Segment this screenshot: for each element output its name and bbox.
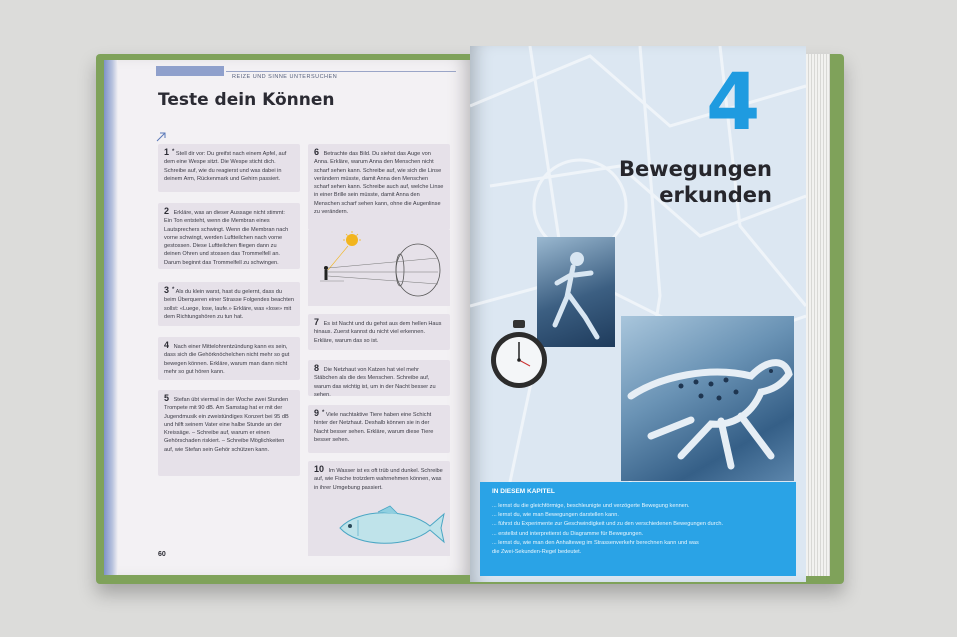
fish-illustration	[308, 498, 450, 556]
task-text: Es ist Nacht und du gehst aus dem hellen Haus hinaus. Zuerst kannst du nicht viel erkennen. Erkläre, warum das so ist.	[314, 321, 442, 344]
task-number: 3	[164, 285, 170, 295]
list-item: ... erstellst und interpretierst du Diagramme für Bewegungen.	[492, 530, 644, 537]
task-number: 9	[314, 408, 320, 418]
task-number: 8	[314, 363, 320, 373]
task-text: Im Wasser ist es oft trüb und dunkel. Schreibe auf, wie Fische trotzdem wahrnehmen können, was in ihrer Umgebung passiert.	[314, 468, 443, 491]
task-6	[308, 144, 450, 230]
arrow-up-right-icon	[156, 132, 166, 142]
list-item: ... lernst du, wie man Bewegungen darstellen kann.	[492, 512, 619, 519]
list-item: ... führst du Experimente zur Geschwindigkeit und zu den verschiedenen Bewegungen durch.	[492, 521, 724, 528]
page-number: 60	[158, 551, 166, 558]
info-box-list	[492, 502, 723, 557]
task-5	[158, 390, 300, 476]
fish-icon	[308, 498, 450, 556]
task-text: Stefan übt viermal in der Woche zwei Stunden Trompete mit 90 dB. Am Samstag hat er mit der Jugendmusik ein zweistündiges Konzert bei 95 dB und hilft seinem Vater eine halbe Stunde an der Kreissäge. – Schreibe auf, warum er einen Gehörschaden riskiert. – Schreibe Möglichkeiten auf, wie Stefan sein Gehör schützen kann.	[164, 397, 289, 453]
task-7	[308, 314, 450, 350]
stopwatch-icon	[486, 318, 552, 394]
list-item: ... lernst du die gleichförmige, beschleunigte und verzögerte Bewegung kennen.	[492, 503, 690, 509]
chapter-title-line-2: erkunden	[659, 183, 772, 207]
task-number: 7	[314, 317, 320, 327]
task-2	[158, 203, 300, 269]
eye-diagram	[308, 230, 450, 306]
task-text: Viele nachtaktive Tiere haben eine Schicht hinter der Netzhaut. Deshalb können sie in der Nacht besser sehen. Erkläre, warum diese Tiere besser sehen.	[314, 412, 434, 443]
task-10	[308, 461, 450, 499]
task-text: Als du klein warst, hast du gelernt, dass du beim Überqueren einer Strasse Folgendes beachten sollst: «Luege, lose, laufe.» Erkläre, was «lose» mit dem Richtungshören zu tun hat.	[164, 289, 294, 320]
sun-icon	[346, 234, 358, 246]
task-9: 9 * Viele nachtaktive Tiere haben eine Schicht hinter der Netzhaut. Deshalb können sie in der Nacht besser sehen. Erkläre, warum diese Tiere besser sehen.	[308, 405, 450, 453]
task-number: 1	[164, 147, 170, 157]
task-text: Stell dir vor: Du greifst nach einem Apfel, auf dem eine Wespe sitzt. Die Wespe sticht dich. Schreibe auf, wie du reagierst und was dabei in deinem Arm, Rückenmark und Gehirn passiert.	[164, 151, 287, 182]
task-number: 5	[164, 393, 170, 403]
task-text: Nach einer Mittelohrentzündung kann es sein, dass sich die Gehörknöchelchen nicht mehr so gut bewegen können. Erkläre, warum man dann nicht mehr so gut hören kann.	[164, 344, 290, 375]
task-3: 3 * Als du klein warst, hast du gelernt, dass du beim Überqueren einer Strasse Folgendes beachten sollst: «Luege, lose, laufe.» Erkläre, was «lose» mit dem Richtungshören zu tun hat.	[158, 282, 300, 326]
page-title: Teste dein Können	[158, 90, 335, 110]
task-number: 2	[164, 206, 170, 216]
list-item: ... lernst du, wie man den Anhalteweg im Strassenverkehr berechnen kann und was	[492, 539, 699, 546]
task-number: 10	[314, 464, 325, 474]
task-8	[308, 360, 450, 396]
task-number: 4	[164, 340, 170, 350]
list-item: die Zwei-Sekunden-Regel bedeutet.	[492, 549, 582, 556]
cheetah-icon	[621, 316, 794, 481]
task-text: Erkläre, was an dieser Aussage nicht stimmt: Ein Ton entsteht, wenn die Membran eines Lautsprechers schwingt. Wenn die Membran nach vorne schwingt, werden Luftteilchen nach vorne gestossen. Diese Luftteilchen fliegen dann zu deinen Ohren und stossen das Trommelfell an. Darum beginnt das Trommelfell zu schwingen.	[164, 210, 289, 266]
left-page-edge	[104, 60, 118, 575]
chapter-title	[600, 156, 772, 208]
task-4	[158, 337, 300, 380]
task-1: 1 * Stell dir vor: Du greifst nach einem Apfel, auf dem eine Wespe sitzt. Die Wespe sticht dich. Schreibe auf, wie du reagierst und was dabei in deinem Arm, Rückenmark und Gehirn passiert.	[158, 144, 300, 192]
running-header: REIZE UND SINNE UNTERSUCHEN	[232, 74, 338, 80]
cheetah-photo	[621, 316, 794, 481]
task-number: 6	[314, 147, 320, 157]
header-rule	[226, 71, 456, 72]
person-icon	[324, 266, 328, 280]
task-text: Betrachte das Bild. Du siehst das Auge von Anna. Erkläre, warum Anna den Menschen nicht scharf sehen kann. Schreibe auf, wie sich die Linse verändern müsste, damit Anna den Menschen scharf sehen kann. Schreibe auch auf, welche Linse in einer Brille sein müsste, damit Anna den Menschen scharf sehen kann, ohne die Augenlinse zu verändern.	[314, 151, 444, 216]
chapter-title-line-1: Bewegungen	[618, 157, 772, 181]
eye-lens-diagram	[308, 230, 450, 306]
header-tab	[156, 66, 224, 76]
chapter-number: 4	[706, 58, 761, 148]
task-text: Die Netzhaut von Katzen hat viel mehr Stäbchen als die des Menschen. Schreibe auf, warum das wichtig ist, um in der Nacht besser zu sehen.	[314, 367, 436, 398]
info-box-title: IN DIESEM KAPITEL	[492, 488, 555, 495]
